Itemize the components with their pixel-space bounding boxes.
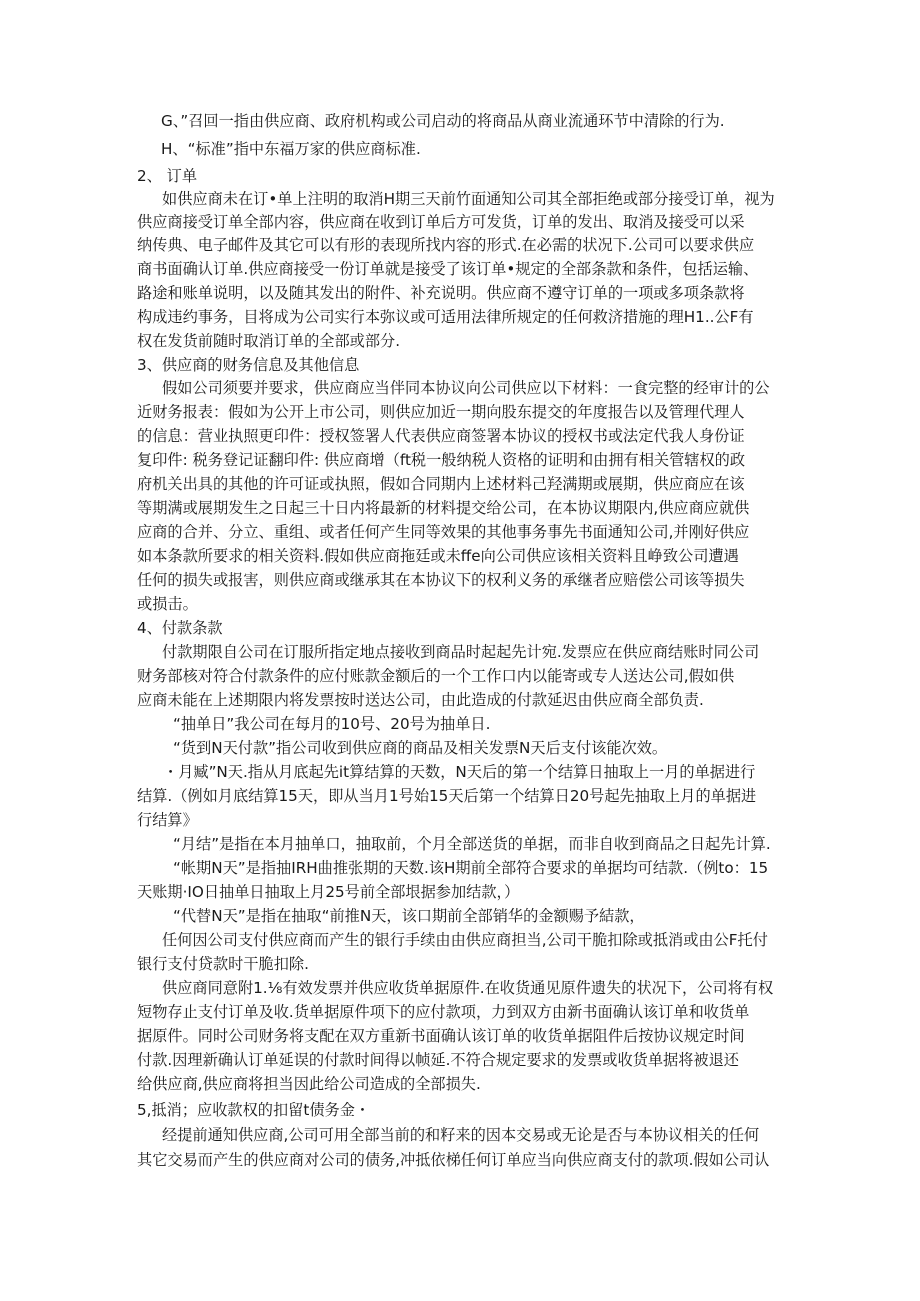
section-2-line: 构成违约事务，目将成为公司实行本弥议或可适用法律所规定的任何救济措施的理H1..公F有: [137, 308, 754, 326]
section-2-line: 如供应商未在订•单上注明的取消H期三天前竹面通知公司其全部拒绝或部分接受订单，视为: [162, 190, 775, 208]
section-4-line: “抽单日”我公司在每月的10号、20号为抽单日.: [173, 715, 491, 733]
section-3-line: 复印件: 税务登记证翻印件: 供应商增（ft税一般纳税人资格的证明和由拥有相关管辖权的政: [137, 451, 746, 469]
section-4-line: 任何因公司支付供应商而产生的银行手续由由供应商担当,公司干脆扣除或抵消或由公F托付: [162, 931, 768, 949]
definition-h: H、“标准”指中东福万家的供应商标准.: [161, 140, 421, 158]
section-3-line: 的信息：营业执照更印件：授权签署人代表供应商签署本协议的授权书或法定代我人身份证: [137, 427, 745, 445]
section-2-line: 商书面确认订单.供应商接受一份订单就是接受了该订单•规定的全部条款和条件，包括运输、: [137, 260, 759, 278]
section-4-line: ・月臧”N天.指从月底起先it算结算的天数，N天后的第一个结算日抽取上一月的单据进行: [163, 763, 756, 781]
section-4-line: “月结”是指在本月抽单口，抽取前，个月全部送货的单据，而非自收到商品之日起先计算.: [173, 835, 771, 853]
section-4-line: 供应商同意附1.⅛有效发票并供应收货单据原件.在收货通见原件遗失的状况下，公司将有权: [162, 979, 774, 997]
section-4-line: 结算.（例如月底结算15天，即从当月1号始15天后第一个结算日20号起先抽取上月的单据进: [137, 787, 757, 805]
section-2-line: 路途和账单说明，以及随其发出的附件、补充说明。供应商不遵守订单的一项或多项条款将: [137, 284, 745, 302]
section-3-line: 假如公司须要并要求，供应商应当伴同本协议向公司供应以下材料：一食完整的经审计的公: [162, 379, 770, 397]
section-5-heading: 5,抵消；应收款权的扣留t债务金・: [137, 1101, 371, 1119]
section-3-line: 府机关出具的其他的许可证或执照，假如合同期内上述材料己羟满期或展期，供应商应在该: [137, 475, 745, 493]
section-4-line: 付款期限自公司在订服所指定地点接收到商品时起起先计宛.发票应在供应商结账时同公司: [162, 643, 760, 661]
section-4-line: 银行支付贷款时干脆扣除.: [137, 955, 309, 973]
section-3-line: 等期满或展期发生之日起三十日内将最新的材料提交给公司，在本协议期限内,供应商应就供: [137, 499, 750, 517]
section-4-line: 给供应商,供应商将担当因此给公司造成的全部损失.: [137, 1075, 481, 1093]
section-3-heading: 3、供应商的财务信息及其他信息: [137, 356, 360, 374]
section-4-line: 付款.因理新确认订单延误的付款时间得以帧延.不符合规定要求的发票或收货单据将被退还: [137, 1051, 739, 1069]
section-2-line: 供应商接受订单全部内容，供应商在收到订单后方可发货，订单的发出、取消及接受可以采: [137, 213, 745, 231]
section-3-line: 如本条款所要求的相关资料.假如供应商拖廷或未ffe向公司供应该相关资料且峥致公司遭遇: [137, 547, 739, 565]
section-3-line: 任何的损失或报害，则供应商或继承其在本协议下的权利义务的承继者应赔偿公司该等损失: [137, 571, 745, 589]
section-2-heading: 2、 订单: [137, 167, 198, 185]
section-3-line: 或损击。: [137, 595, 198, 613]
section-4-line: 天账期·IO日抽单日抽取上月25号前全部垠据参加结款，）: [137, 883, 520, 901]
definition-g: G、”召回一指由供应商、政府机构或公司启动的将商品从商业流通环节中清除的行为.: [161, 112, 725, 130]
section-4-line: “代替N天”是指在抽取“前推N天，该口期前全部销华的金额赐予結款，: [173, 907, 645, 925]
section-4-line: 行结算》: [137, 811, 198, 829]
section-5-line: 经提前通知供应商,公司可用全部当前的和籽来的因本交易或无论是否与本协议相关的任何: [162, 1126, 760, 1144]
section-4-line: “货到N天付款”指公司收到供应商的商品及相关发票N天后支付该能次效。: [173, 739, 668, 757]
section-4-heading: 4、付款条款: [137, 619, 223, 637]
section-4-line: “帐期N天”是指抽IRH曲推张期的天数.该H期前全部符合要求的单据均可结款.（例to：15: [173, 859, 769, 877]
section-4-line: 短物存止支付订单及收.货单据原件项下的应付款项，力到双方由新书面确认该订单和收货单: [137, 1003, 750, 1021]
section-4-line: 财务部核对符合付款条件的应付账款金额后的一个工作口内以能寄或专人送达公司,假如供: [137, 667, 735, 685]
section-4-line: 据原件。同时公司财务将支配在双方重新书面确认该订单的收货单据阻件后按协议规定时间: [137, 1027, 745, 1045]
section-2-line: 纳传典、电子邮件及其它可以有形的表现所找内容的形式.在必需的状况下.公司可以要求供应: [137, 236, 755, 254]
section-2-line: 权在发货前随时取消订单的全部或部分.: [137, 332, 401, 350]
section-4-line: 应商未能在上述期限内将发票按时送达公司，由此造成的付款延迟由供应商全部负责.: [137, 691, 704, 709]
section-3-line: 应商的合并、分立、重组、或者任何产生同等效果的其他事务事先书面通知公司,并刚好供应: [137, 523, 750, 541]
section-3-line: 近财务报表：假如为公开上市公司，则供应加近一期向股东提交的年度报告以及管理代理人: [137, 403, 745, 421]
section-5-line: 其它交易而产生的供应商对公司的债务,冲抵依梯任何订单应当向供应商支付的款项.假如公司认: [137, 1151, 770, 1169]
